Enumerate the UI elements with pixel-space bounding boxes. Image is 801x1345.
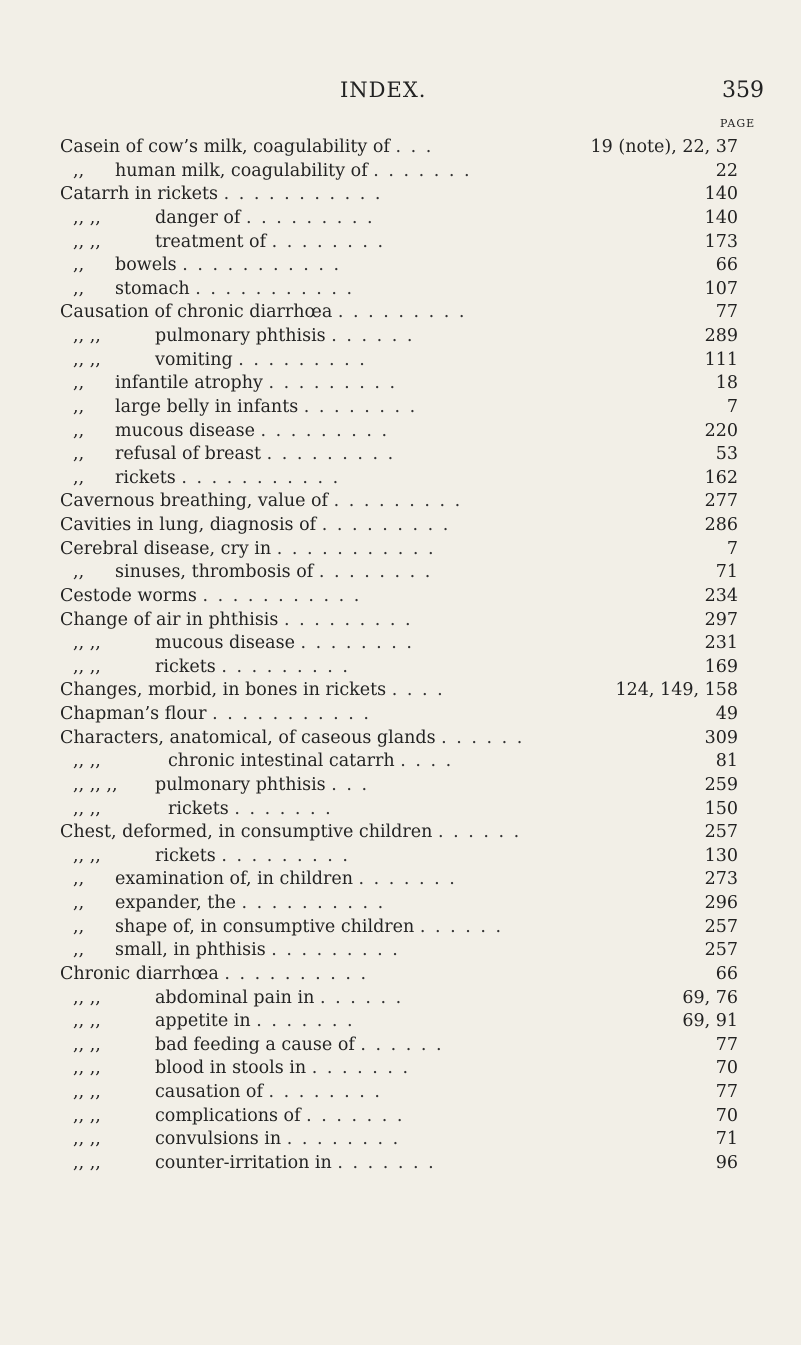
entry-pages: 69, 91: [682, 1011, 738, 1032]
index-entry: [0, 703, 801, 727]
dot-leader: . . . . . . . . .: [321, 515, 451, 535]
ditto-mark: ,, ,,: [73, 1152, 101, 1173]
dot-leader: . . . . . . . .: [286, 1129, 401, 1150]
dot-leader: . . . . . .: [360, 1034, 444, 1055]
index-entry: [0, 1081, 801, 1105]
index-entry: [0, 632, 801, 656]
entry-text: Chest, deformed, in consumptive children: [60, 822, 433, 843]
ditto-mark: ,, ,,: [73, 1034, 101, 1055]
index-entry: [0, 207, 801, 231]
index-entry: [0, 585, 801, 609]
dot-leader: . . .: [331, 774, 370, 795]
index-entry: [0, 325, 801, 349]
dot-leader: . . . . . . . . .: [268, 373, 398, 394]
dot-leader: . . . . . . . .: [268, 1082, 382, 1102]
dot-leader: . . . . . . . . .: [266, 444, 396, 465]
entry-pages: 124, 149, 158: [615, 680, 738, 701]
entry-text: mucous disease: [115, 420, 255, 441]
index-entry: [0, 656, 801, 680]
entry-pages: 71: [715, 1129, 738, 1150]
index-entry: [0, 1010, 801, 1034]
ditto-mark: ,, ,,: [73, 1082, 101, 1102]
dot-leader: . . . . . . . . .: [333, 491, 463, 512]
entry-pages: 107: [704, 278, 738, 299]
dot-leader: . . . . . . . . .: [246, 207, 375, 228]
entry-text: Causation of chronic diarrhœa: [60, 302, 333, 323]
entry-pages: 231: [704, 633, 738, 654]
entry-text: infantile atrophy: [115, 373, 263, 394]
ditto-mark: ,,: [73, 160, 85, 181]
ditto-mark: ,, ,,: [73, 1058, 101, 1079]
entry-pages: 7: [726, 538, 738, 559]
index-entry: [0, 514, 801, 538]
entry-pages: 162: [704, 467, 738, 488]
ditto-mark: ,,: [73, 278, 85, 299]
entry-text: bowels: [115, 255, 177, 276]
entry-text: Cavities in lung, diagnosis of: [60, 515, 317, 535]
ditto-mark: ,, ,, ,,: [73, 774, 118, 795]
index-entry: [0, 301, 801, 325]
dot-leader: . . . . . . . . . .: [224, 963, 369, 984]
entry-text: Catarrh in rickets: [60, 184, 219, 205]
entry-text: human milk, coagulability of: [115, 160, 368, 181]
entry-pages: 7: [726, 396, 738, 417]
entry-pages: 289: [704, 326, 738, 346]
ditto-mark: ,,: [73, 255, 85, 276]
ditto-mark: ,, ,,: [73, 326, 101, 346]
entry-pages: 81: [715, 751, 738, 772]
entry-text: small, in phthisis: [115, 940, 266, 961]
index-entry: [0, 396, 801, 420]
ditto-mark: ,,: [73, 940, 85, 961]
entry-pages: 71: [715, 562, 738, 583]
entry-pages: 53: [715, 444, 738, 465]
dot-leader: . . . . . . . . . . .: [212, 704, 371, 724]
ditto-mark: ,, ,,: [73, 207, 101, 228]
dot-leader: . . . . . . .: [234, 798, 333, 819]
page-header: [0, 78, 801, 108]
ditto-mark: ,,: [73, 420, 85, 441]
entry-pages: 77: [715, 302, 738, 323]
entry-text: counter-irritation in: [155, 1152, 332, 1173]
ditto-mark: ,,: [73, 869, 85, 890]
entry-text: expander, the: [115, 893, 236, 913]
dot-leader: . . . . . .: [441, 727, 525, 748]
index-entry: [0, 750, 801, 774]
entry-pages: 273: [704, 869, 738, 890]
ditto-mark: ,, ,,: [73, 1105, 101, 1126]
ditto-mark: ,, ,,: [73, 987, 101, 1008]
entry-text: abdominal pain in: [155, 987, 315, 1008]
dot-leader: . . . . . . . .: [271, 231, 386, 252]
entry-text: rickets: [168, 798, 229, 819]
entry-pages: 150: [704, 798, 738, 819]
dot-leader: . . . . . . . . .: [221, 656, 350, 677]
entry-text: Chronic diarrhœa: [60, 963, 219, 984]
entry-pages: 130: [704, 845, 738, 866]
index-entry: [0, 420, 801, 444]
entry-pages: 234: [704, 585, 738, 606]
entry-pages: 140: [704, 207, 738, 228]
dot-leader: . . . . . . . . .: [260, 420, 390, 441]
entry-text: refusal of breast: [115, 444, 261, 465]
ditto-mark: ,, ,,: [73, 656, 101, 677]
dot-leader: . . . . . . . .: [300, 633, 414, 654]
dot-leader: . . . . . .: [419, 916, 504, 937]
ditto-mark: ,,: [73, 916, 85, 937]
entry-text: Change of air in phthisis: [60, 609, 279, 630]
index-entry: [0, 1034, 801, 1058]
entry-text: vomiting: [155, 349, 233, 370]
index-entry: [0, 987, 801, 1011]
dot-leader: . . . . . . . . .: [238, 349, 367, 370]
entry-pages: 257: [704, 940, 738, 961]
ditto-mark: ,, ,,: [73, 798, 101, 819]
entry-text: chronic intestinal catarrh: [168, 751, 395, 772]
index-entry: [0, 1057, 801, 1081]
index-entry: [0, 136, 801, 160]
entry-pages: 257: [704, 916, 738, 937]
dot-leader: . . . . . . .: [373, 160, 472, 181]
index-entry: [0, 561, 801, 585]
index-entry: [0, 727, 801, 751]
ditto-mark: ,, ,,: [73, 751, 101, 772]
dot-leader: . . . . . . . . . . .: [276, 538, 436, 559]
entry-text: Changes, morbid, in bones in rickets: [60, 680, 387, 701]
entry-text: convulsions in: [155, 1129, 282, 1150]
index-entry: [0, 821, 801, 845]
page-number: 359: [722, 78, 764, 103]
entry-text: appetite in: [155, 1011, 251, 1032]
index-entry: [0, 868, 801, 892]
dot-leader: . . . . . . .: [337, 1152, 436, 1173]
index-entries: [0, 136, 801, 1176]
dot-leader: . . . . . .: [437, 822, 522, 843]
ditto-mark: ,,: [73, 562, 85, 583]
entry-pages: 277: [704, 491, 738, 512]
dot-leader: . . . . . . . . . . .: [202, 585, 362, 606]
ditto-mark: ,, ,,: [73, 349, 101, 370]
ditto-mark: ,,: [73, 467, 85, 488]
entry-text: pulmonary phthisis: [155, 774, 326, 795]
index-entry: [0, 160, 801, 184]
entry-pages: 22: [715, 160, 738, 181]
ditto-mark: ,, ,,: [73, 1129, 101, 1150]
entry-pages: 140: [704, 184, 738, 205]
entry-text: examination of, in children: [115, 869, 353, 890]
entry-pages: 259: [704, 774, 738, 795]
index-entry: [0, 1105, 801, 1129]
index-entry: [0, 609, 801, 633]
dot-leader: . . . . . . . . . . .: [195, 278, 355, 299]
entry-pages: 49: [715, 704, 738, 724]
entry-text: Chapman’s flour: [60, 704, 207, 724]
entry-text: sinuses, thrombosis of: [115, 562, 314, 583]
entry-text: stomach: [115, 278, 190, 299]
entry-pages: 70: [715, 1105, 738, 1126]
index-entry: [0, 490, 801, 514]
ditto-mark: ,,: [73, 893, 85, 913]
entry-text: mucous disease: [155, 633, 295, 654]
entry-text: Cestode worms: [60, 585, 197, 606]
index-entry: [0, 372, 801, 396]
index-entry: [0, 1152, 801, 1176]
dot-leader: . . . . . . . . . . .: [182, 255, 342, 276]
index-entry: [0, 254, 801, 278]
ditto-mark: ,,: [73, 373, 85, 394]
index-entry: [0, 349, 801, 373]
ditto-mark: ,,: [73, 444, 85, 465]
dot-leader: . . . . . . . .: [303, 396, 418, 417]
index-entry: [0, 892, 801, 916]
ditto-mark: ,, ,,: [73, 231, 101, 252]
ditto-mark: ,, ,,: [73, 633, 101, 654]
entry-text: Cavernous breathing, value of: [60, 491, 329, 512]
index-entry: [0, 939, 801, 963]
dot-leader: . . . .: [391, 680, 445, 701]
entry-pages: 18: [715, 373, 738, 394]
dot-leader: . . . . . . . . .: [283, 609, 413, 630]
entry-text: rickets: [155, 845, 216, 866]
ditto-mark: ,,: [73, 396, 85, 417]
dot-leader: . . . . . . . . . .: [241, 893, 386, 913]
entry-text: danger of: [155, 207, 241, 228]
index-entry: [0, 845, 801, 869]
dot-leader: . . . . . . .: [306, 1105, 405, 1126]
entry-text: bad feeding a cause of: [155, 1034, 355, 1055]
dot-leader: . . . . . . .: [358, 869, 457, 890]
entry-text: Characters, anatomical, of caseous glands: [60, 727, 436, 748]
dot-leader: . . . . . . . . .: [221, 845, 350, 866]
index-entry: [0, 467, 801, 491]
entry-text: treatment of: [155, 231, 267, 252]
dot-leader: . . . . . .: [319, 987, 404, 1008]
dot-leader: . . . . . . . . . . .: [223, 184, 383, 205]
running-title: INDEX.: [340, 78, 427, 102]
entry-text: pulmonary phthisis: [155, 326, 326, 346]
dot-leader: . . . . . . .: [256, 1011, 355, 1032]
ditto-mark: ,, ,,: [73, 845, 101, 866]
entry-pages: 111: [704, 349, 738, 370]
entry-text: Cerebral disease, cry in: [60, 538, 272, 559]
entry-pages: 70: [715, 1058, 738, 1079]
dot-leader: . . . . . . . . .: [337, 302, 467, 323]
index-entry: [0, 963, 801, 987]
entry-pages: 173: [704, 231, 738, 252]
index-entry: [0, 443, 801, 467]
entry-pages: 69, 76: [682, 987, 738, 1008]
entry-text: complications of: [155, 1105, 301, 1126]
dot-leader: . . . . . . . .: [318, 562, 433, 583]
entry-pages: 220: [704, 420, 738, 441]
entry-pages: 66: [715, 963, 738, 984]
entry-text: rickets: [115, 467, 176, 488]
entry-pages: 297: [704, 609, 738, 630]
entry-pages: 66: [715, 255, 738, 276]
dot-leader: . . . . . . . . . . .: [181, 467, 341, 488]
dot-leader: . . . .: [400, 751, 454, 772]
entry-text: blood in stools in: [155, 1058, 307, 1079]
entry-pages: 309: [704, 727, 738, 748]
index-entry: [0, 1128, 801, 1152]
entry-pages: 96: [715, 1152, 738, 1173]
index-entry: [0, 538, 801, 562]
page-column-label: PAGE: [720, 117, 756, 130]
index-entry: [0, 183, 801, 207]
index-entry: [0, 774, 801, 798]
entry-pages: 77: [715, 1034, 738, 1055]
entry-text: causation of: [155, 1082, 263, 1102]
index-entry: [0, 679, 801, 703]
index-entry: [0, 231, 801, 255]
entry-pages: 77: [715, 1082, 738, 1102]
dot-leader: . . . . . .: [331, 326, 415, 346]
entry-text: shape of, in consumptive children: [115, 916, 415, 937]
entry-text: rickets: [155, 656, 216, 677]
index-entry: [0, 798, 801, 822]
entry-text: large belly in infants: [115, 396, 299, 417]
entry-pages: 169: [704, 656, 738, 677]
entry-pages: 286: [704, 515, 738, 535]
dot-leader: . . .: [395, 137, 434, 157]
entry-pages: 257: [704, 822, 738, 843]
dot-leader: . . . . . . .: [311, 1058, 411, 1079]
index-entry: [0, 278, 801, 302]
entry-text: Casein of cow’s milk, coagulability of: [60, 137, 390, 157]
entry-pages: 296: [704, 893, 738, 913]
index-entry: [0, 916, 801, 940]
entry-pages: 19 (note), 22, 37: [590, 137, 738, 157]
dot-leader: . . . . . . . . .: [271, 940, 400, 961]
ditto-mark: ,, ,,: [73, 1011, 101, 1032]
